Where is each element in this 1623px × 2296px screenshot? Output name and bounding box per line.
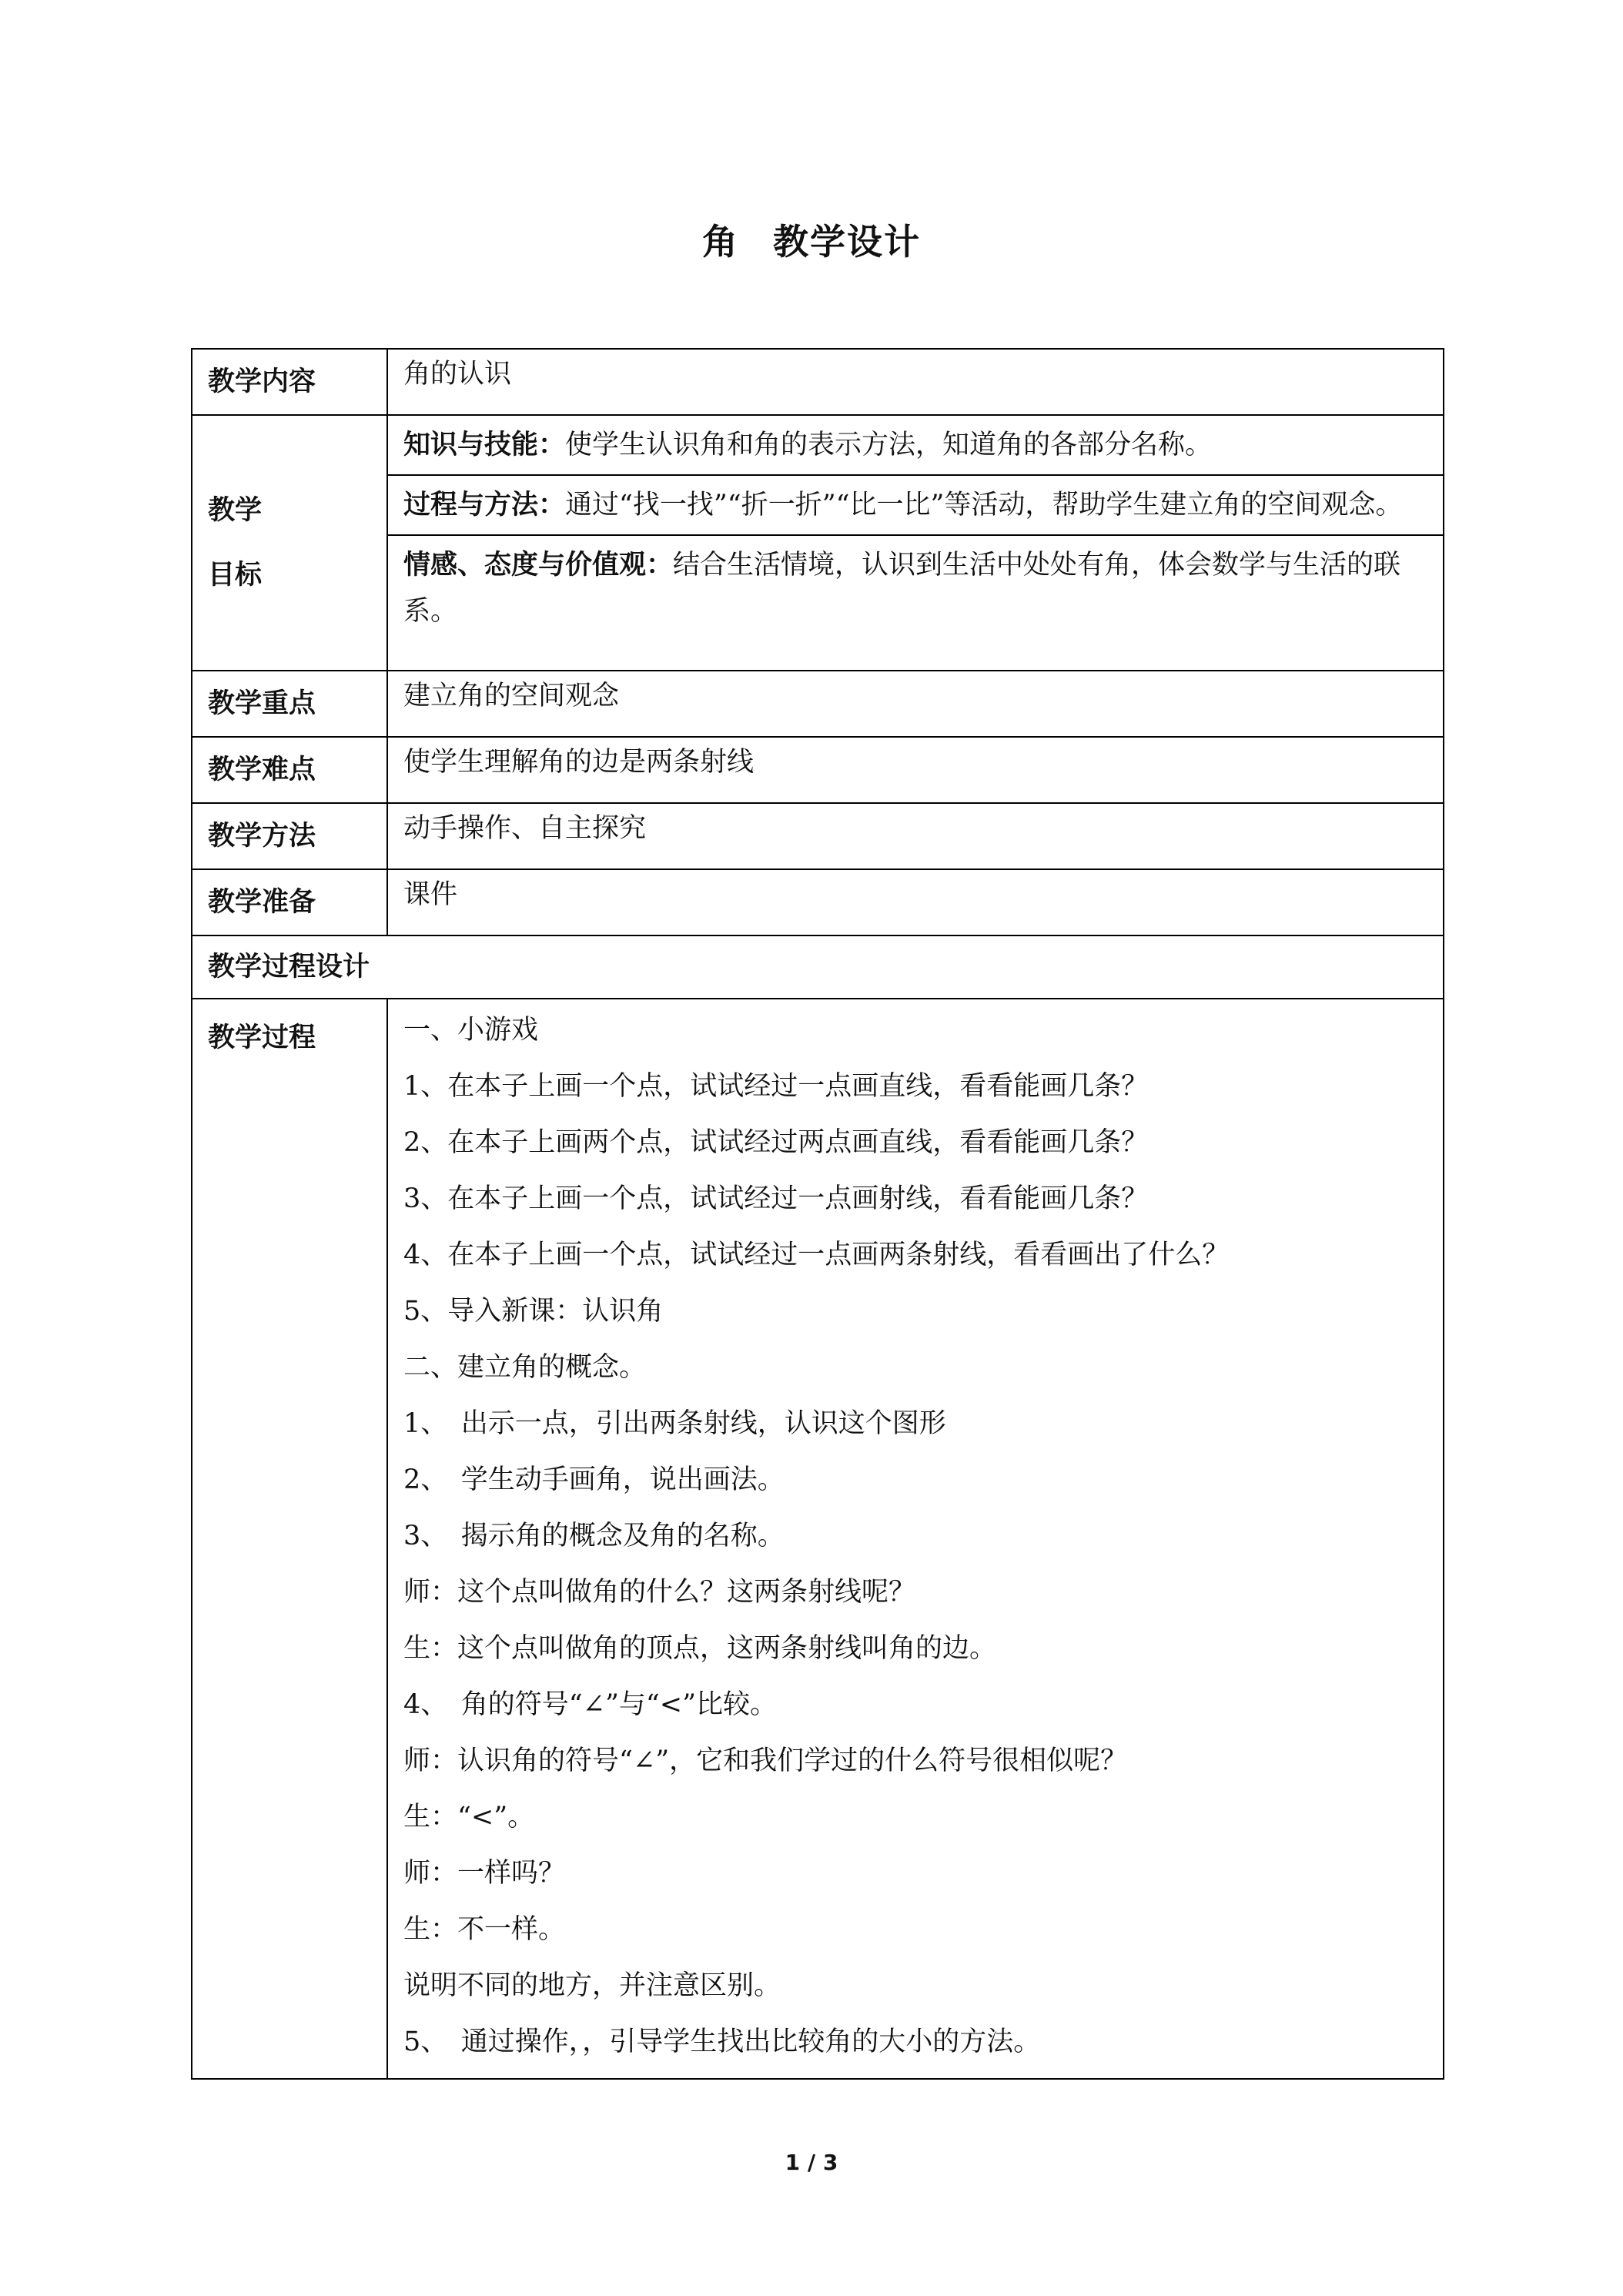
method-label: 教学方法 — [192, 803, 387, 869]
process-lines — [403, 1002, 1427, 2070]
process-line: 二、建立角的概念。 — [403, 1352, 647, 1383]
process-line: 4、 角的符号“∠”与“<”比较。 — [403, 1689, 777, 1720]
row-preparation — [192, 869, 1444, 935]
row-design-header — [192, 935, 1444, 999]
process-line: 生：“<”。 — [403, 1802, 535, 1832]
process-line: 3、 揭示角的概念及角的名称。 — [403, 1521, 785, 1551]
row-difficulty — [192, 737, 1444, 803]
process-line: 3、在本子上画一个点，试试经过一点画射线，看看能画几条？ — [403, 1183, 1149, 1214]
process-line: 5、 通过操作，，引导学生找出比较角的大小的方法。 — [403, 2027, 1041, 2057]
process-line: 师：这个点叫做角的什么？这两条射线呢？ — [403, 1577, 916, 1608]
row-goals — [192, 415, 1444, 671]
process-line: 说明不同的地方，并注意区别。 — [403, 1970, 781, 2001]
goals-label — [192, 415, 387, 671]
process-cell — [387, 999, 1444, 2079]
goal-emotion-head: 情感、态度与价值观： — [403, 550, 674, 581]
goal-knowledge-text: 使学生认识角和角的表示方法，知道角的各部分名称。 — [565, 430, 1213, 460]
preparation-value: 课件 — [403, 879, 458, 910]
row-content — [192, 349, 1444, 415]
title-part-2: 教学设计 — [773, 221, 921, 263]
goal-knowledge — [388, 416, 1443, 476]
goal-process-text: 通过“找一找”“折一折”“比一比”等活动，帮助学生建立角的空间观念。 — [565, 490, 1403, 520]
preparation-label: 教学准备 — [192, 869, 387, 935]
goals-label-line-2: 目标 — [208, 560, 263, 591]
row-process — [192, 999, 1444, 2079]
process-line: 4、在本子上画一个点，试试经过一点画两条射线，看看画出了什么？ — [403, 1240, 1230, 1270]
page-number: 1 / 3 — [785, 2150, 838, 2175]
difficulty-value-cell — [387, 737, 1444, 803]
process-label: 教学过程 — [192, 999, 387, 2079]
process-line: 1、在本子上画一个点，试试经过一点画直线，看看能画几条？ — [403, 1071, 1149, 1102]
process-line: 2、 学生动手画角，说出画法。 — [403, 1464, 785, 1495]
goal-process — [388, 476, 1443, 536]
process-line: 师：一样吗？ — [403, 1858, 566, 1889]
process-line: 1、 出示一点，引出两条射线，认识这个图形 — [403, 1408, 946, 1439]
goal-knowledge-head: 知识与技能： — [403, 430, 566, 460]
title-part-1: 角 — [702, 221, 739, 263]
process-line: 2、在本子上画两个点，试试经过两点画直线，看看能画几条？ — [403, 1127, 1149, 1158]
document-title — [0, 214, 1623, 265]
design-header: 教学过程设计 — [192, 935, 1444, 999]
method-value-cell — [387, 803, 1444, 869]
lesson-plan-table — [191, 348, 1444, 2080]
difficulty-label: 教学难点 — [192, 737, 387, 803]
process-line: 生：不一样。 — [403, 1914, 566, 1945]
row-method — [192, 803, 1444, 869]
key-point-value-cell — [387, 671, 1444, 737]
goals-cell — [387, 415, 1444, 671]
content-value: 角的认识 — [403, 359, 512, 390]
goal-emotion — [388, 536, 1443, 670]
goals-label-line-1: 教学 — [208, 495, 263, 526]
preparation-value-cell — [387, 869, 1444, 935]
method-value: 动手操作、自主探究 — [403, 813, 647, 844]
process-line: 5、导入新课：认识角 — [403, 1296, 664, 1327]
process-line: 生：这个点叫做角的顶点，这两条射线叫角的边。 — [403, 1633, 997, 1664]
key-point-value: 建立角的空间观念 — [403, 681, 620, 711]
row-key-point — [192, 671, 1444, 737]
goal-process-head: 过程与方法： — [403, 490, 566, 520]
difficulty-value: 使学生理解角的边是两条射线 — [403, 747, 755, 778]
content-value-cell — [387, 349, 1444, 415]
key-point-label: 教学重点 — [192, 671, 387, 737]
goal-emotion-text: 结合生活情境，认识到生活中处处有角，体会数学与生活的联系。 — [403, 550, 1401, 627]
process-line: 一、小游戏 — [403, 1015, 539, 1046]
content-label: 教学内容 — [192, 349, 387, 415]
process-line: 师：认识角的符号“∠”，它和我们学过的什么符号很相似呢？ — [403, 1745, 1128, 1776]
